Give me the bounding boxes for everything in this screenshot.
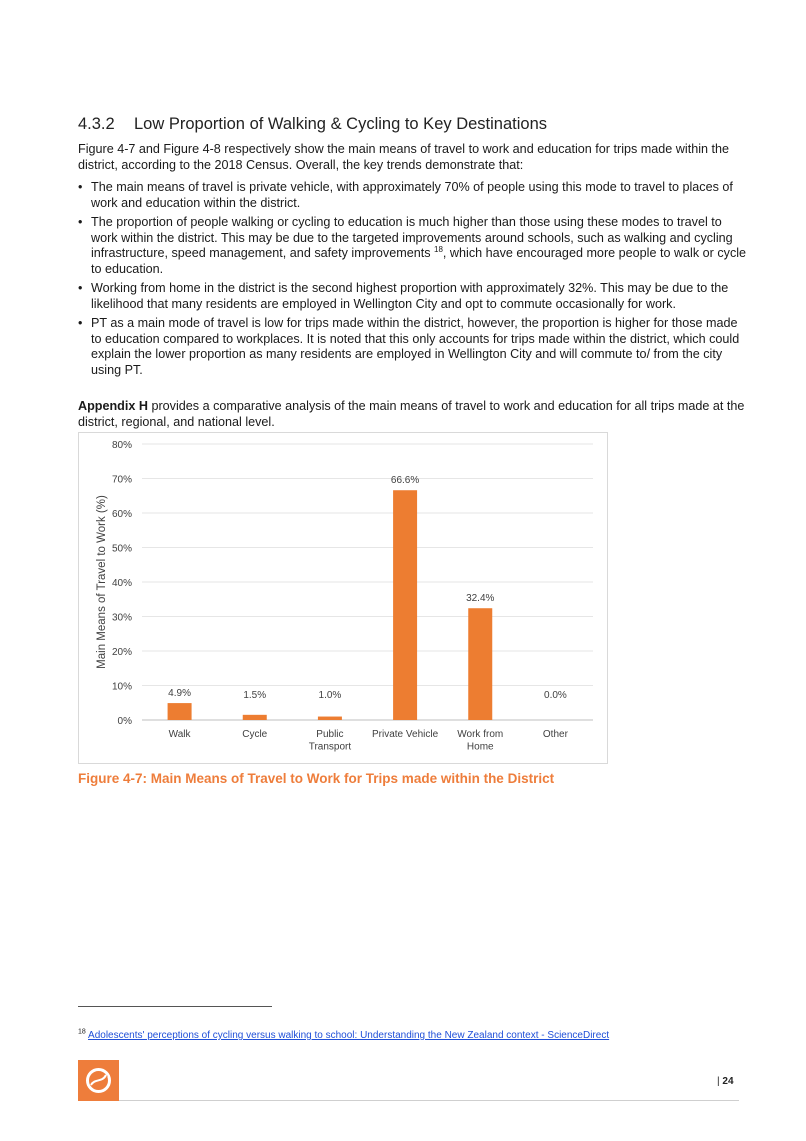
footnote-number: 18 [78, 1028, 86, 1036]
key-trends-list [78, 180, 748, 382]
footnote-link[interactable]: Adolescents' perceptions of cycling versus walking to school: Understanding the New Zealand context - ScienceDirect [88, 1030, 610, 1041]
y-tick-label: 40% [111, 578, 132, 589]
data-label: 1.0% [318, 690, 342, 701]
y-tick-label: 50% [111, 543, 132, 555]
bar [393, 490, 417, 720]
list-item: • The main means of travel is private vehicle, with approximately 70% of people using this mode to travel to places of work and education within the district. [78, 180, 733, 210]
section-title: Low Proportion of Walking & Cycling to Key Destinations [134, 115, 547, 133]
footnote [78, 1030, 609, 1041]
appendix-reference: Appendix H [78, 399, 148, 413]
footer-divider [119, 1100, 739, 1101]
logo-mark-icon [78, 1060, 119, 1101]
list-item: • The proportion of people walking or cycling to education is much higher than those using these modes to travel to work within the district. This may be due to the targeted improvements around schools, such as walking and cycling infrastructure, speed management, and safety improvements $^{18}$, which have encouraged more people to walk or cycle to education. [78, 215, 747, 276]
x-tick-label: Other [542, 729, 568, 740]
x-tick-label: Transport [308, 741, 352, 753]
y-tick-label: 0% [117, 716, 132, 727]
footnote-divider [78, 1006, 272, 1007]
data-label: 0.0% [544, 690, 567, 701]
list-item: • Working from home in the district is the second highest proportion with approximately 32%. This may be due to the likelihood that many residents are employed in Wellington City and opt to commute occasionally for work. [78, 281, 729, 311]
footnote-reference[interactable]: 18 [434, 244, 443, 254]
x-tick-label: Work from [457, 729, 504, 740]
section-heading [78, 115, 547, 134]
bar [168, 703, 192, 720]
section-number: 4.3.2 [78, 115, 115, 133]
bar [318, 717, 342, 720]
bar [468, 608, 492, 720]
y-tick-label: 20% [111, 647, 132, 658]
list-item: • PT as a main mode of travel is low for trips made within the district, however, the proportion is higher for those made to education compared to workplaces. It is noted that this only accounts for trips made within the district, which could explain the lower proportion as many residents are employed in Wellington City and will commute to/ from the city using PT. [78, 316, 740, 377]
y-tick-label: 80% [111, 440, 132, 451]
bar [243, 715, 267, 720]
figure-caption: Figure 4-7: Main Means of Travel to Work for Trips made within the District [78, 771, 555, 786]
x-tick-label: Private Vehicle [372, 729, 439, 740]
travel-to-work-chart [78, 432, 608, 764]
data-label: 4.9% [168, 688, 191, 700]
appendix-paragraph: Appendix H provides a comparative analysis of the main means of travel to work and education for all trips made at the district, regional, and national level. [78, 399, 745, 429]
y-tick-label: 30% [111, 612, 132, 624]
y-tick-label: 60% [111, 509, 132, 520]
data-label: 32.4% [466, 593, 495, 605]
data-label: 66.6% [390, 475, 420, 487]
x-tick-label: Public [316, 729, 344, 740]
data-label: 1.5% [243, 690, 267, 701]
bullet-icon: • [78, 281, 83, 295]
x-tick-label: Walk [168, 729, 191, 740]
page-number: | 24 [717, 1076, 734, 1087]
y-axis-label: Main Means of Travel to Work (%) [96, 495, 108, 669]
y-tick-label: 70% [111, 474, 132, 486]
x-tick-label: Home [466, 741, 494, 753]
bullet-icon: • [78, 316, 83, 330]
intro-paragraph: Figure 4-7 and Figure 4-8 respectively show the main means of travel to work and education for trips made within the district, according to the 2018 Census. Overall, the key trends demonstrate that: [78, 142, 730, 172]
chart-svg [79, 433, 607, 763]
bullet-icon: • [78, 215, 83, 229]
company-logo [78, 1060, 119, 1101]
bullet-icon: • [78, 180, 83, 194]
x-tick-label: Cycle [242, 729, 268, 740]
y-tick-label: 10% [111, 681, 132, 693]
